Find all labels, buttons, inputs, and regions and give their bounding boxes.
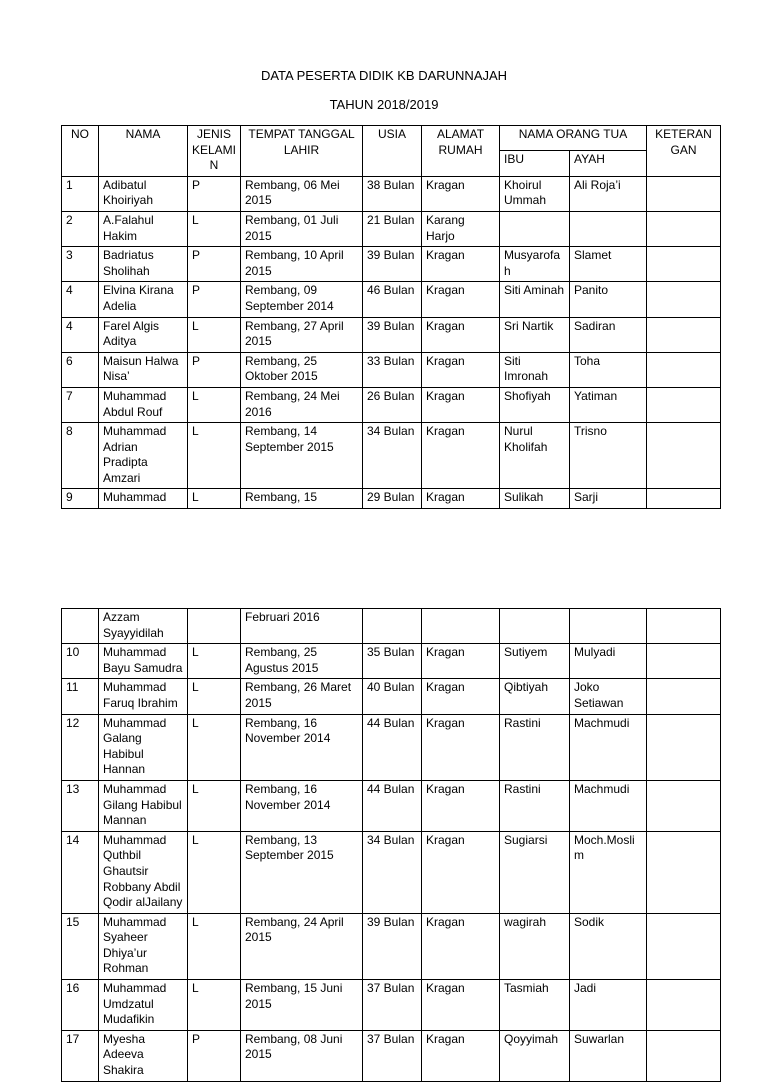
cell-usia: 40 Bulan <box>363 679 422 714</box>
cell-nama: Muhammad Quthbil Ghautsir Robbany Abdil Qodir alJailany <box>99 831 188 913</box>
cell-alamat: Kragan <box>422 644 500 679</box>
cell-alamat: Kragan <box>422 679 500 714</box>
header-tempat-tanggal-lahir: TEMPAT TANGGAL LAHIR <box>241 126 363 177</box>
cell-nama: Myesha Adeeva Shakira <box>99 1030 188 1081</box>
table-row <box>62 644 721 679</box>
cell-ayah: Ali Roja’i <box>570 176 647 211</box>
header-no: NO <box>62 126 99 177</box>
cell-usia: 39 Bulan <box>363 247 422 282</box>
cell-jk <box>188 609 241 644</box>
header-alamat-rumah: ALAMAT RUMAH <box>422 126 500 177</box>
cell-ket <box>647 831 721 913</box>
cell-usia: 21 Bulan <box>363 211 422 246</box>
table-row <box>62 609 721 644</box>
cell-nama: Farel Algis Aditya <box>99 317 188 352</box>
cell-alamat: Kragan <box>422 247 500 282</box>
cell-ket <box>647 247 721 282</box>
cell-jk: L <box>188 913 241 979</box>
cell-nama: Maisun Halwa Nisa’ <box>99 352 188 387</box>
cell-jk: L <box>188 980 241 1031</box>
cell-no: 8 <box>62 423 99 489</box>
cell-usia: 38 Bulan <box>363 176 422 211</box>
cell-ibu: Siti Imronah <box>500 352 570 387</box>
table-row <box>62 980 721 1031</box>
cell-usia: 33 Bulan <box>363 352 422 387</box>
cell-ket <box>647 423 721 489</box>
table-body-page-2 <box>62 609 721 1082</box>
cell-nama: Muhammad Faruq Ibrahim <box>99 679 188 714</box>
cell-alamat: Kragan <box>422 913 500 979</box>
table-row <box>62 489 721 509</box>
header-ibu: IBU <box>500 151 570 176</box>
cell-usia: 37 Bulan <box>363 1030 422 1081</box>
cell-ket <box>647 1030 721 1081</box>
cell-no: 14 <box>62 831 99 913</box>
cell-no: 10 <box>62 644 99 679</box>
cell-alamat: Kragan <box>422 1030 500 1081</box>
cell-no <box>62 609 99 644</box>
table-row <box>62 913 721 979</box>
cell-ket <box>647 317 721 352</box>
cell-ibu: Rastini <box>500 714 570 780</box>
table-row <box>62 1030 721 1081</box>
cell-ket <box>647 913 721 979</box>
header-ayah: AYAH <box>570 151 647 176</box>
cell-no: 2 <box>62 211 99 246</box>
header-usia: USIA <box>363 126 422 177</box>
cell-usia: 29 Bulan <box>363 489 422 509</box>
cell-no: 17 <box>62 1030 99 1081</box>
cell-ibu: Sugiarsi <box>500 831 570 913</box>
cell-ayah: Sodik <box>570 913 647 979</box>
cell-jk: L <box>188 387 241 422</box>
cell-alamat: Kragan <box>422 423 500 489</box>
cell-usia: 35 Bulan <box>363 644 422 679</box>
cell-ayah: Trisno <box>570 423 647 489</box>
cell-ayah <box>570 211 647 246</box>
cell-ket <box>647 176 721 211</box>
cell-ayah: Machmudi <box>570 780 647 831</box>
cell-alamat: Kragan <box>422 980 500 1031</box>
cell-jk: L <box>188 714 241 780</box>
cell-nama: Elvina Kirana Adelia <box>99 282 188 317</box>
cell-no: 4 <box>62 282 99 317</box>
cell-no: 6 <box>62 352 99 387</box>
cell-jk: P <box>188 247 241 282</box>
cell-nama: Muhammad Adrian Pradipta Amzari <box>99 423 188 489</box>
cell-alamat: Kragan <box>422 352 500 387</box>
cell-ttl: Rembang, 13 September 2015 <box>241 831 363 913</box>
cell-ket <box>647 282 721 317</box>
cell-ayah <box>570 609 647 644</box>
cell-ket <box>647 714 721 780</box>
cell-alamat: Kragan <box>422 176 500 211</box>
cell-jk: L <box>188 679 241 714</box>
cell-ttl: Rembang, 24 Mei 2016 <box>241 387 363 422</box>
cell-no: 7 <box>62 387 99 422</box>
cell-ibu: Rastini <box>500 780 570 831</box>
cell-jk: L <box>188 317 241 352</box>
cell-ibu: Nurul Kholifah <box>500 423 570 489</box>
table-row <box>62 282 721 317</box>
cell-ket <box>647 679 721 714</box>
cell-ibu: Sri Nartik <box>500 317 570 352</box>
table-row <box>62 247 721 282</box>
cell-ttl: Rembang, 25 Agustus 2015 <box>241 644 363 679</box>
cell-ayah: Slamet <box>570 247 647 282</box>
header-nama-orang-tua: NAMA ORANG TUA <box>500 126 647 151</box>
cell-ttl: Rembang, 27 April 2015 <box>241 317 363 352</box>
cell-no: 13 <box>62 780 99 831</box>
cell-nama: A.Falahul Hakim <box>99 211 188 246</box>
cell-ket <box>647 609 721 644</box>
cell-alamat: Kragan <box>422 831 500 913</box>
document-year: TAHUN 2018/2019 <box>329 97 439 112</box>
cell-ayah: Moch.Moslim <box>570 831 647 913</box>
cell-ayah: Suwarlan <box>570 1030 647 1081</box>
table-row <box>62 831 721 913</box>
cell-usia: 39 Bulan <box>363 913 422 979</box>
cell-ttl: Rembang, 16 November 2014 <box>241 780 363 831</box>
table-body-page-1 <box>62 176 721 508</box>
cell-jk: L <box>188 831 241 913</box>
cell-nama: Muhammad <box>99 489 188 509</box>
cell-nama: Muhammad Umdzatul Mudafikin <box>99 980 188 1031</box>
cell-ttl: Rembang, 06 Mei 2015 <box>241 176 363 211</box>
document-title: DATA PESERTA DIDIK KB DARUNNAJAH <box>260 68 508 83</box>
cell-usia: 46 Bulan <box>363 282 422 317</box>
cell-ayah: Yatiman <box>570 387 647 422</box>
cell-jk: L <box>188 423 241 489</box>
cell-ttl: Rembang, 15 <box>241 489 363 509</box>
cell-jk: L <box>188 489 241 509</box>
cell-alamat: Kragan <box>422 282 500 317</box>
cell-ket <box>647 211 721 246</box>
cell-ttl: Rembang, 14 September 2015 <box>241 423 363 489</box>
cell-ket <box>647 352 721 387</box>
cell-ayah: Sadiran <box>570 317 647 352</box>
cell-ayah: Panito <box>570 282 647 317</box>
cell-ayah: Sarji <box>570 489 647 509</box>
cell-ttl: Rembang, 15 Juni 2015 <box>241 980 363 1031</box>
cell-alamat: Kragan <box>422 780 500 831</box>
cell-ket <box>647 644 721 679</box>
cell-ket <box>647 980 721 1031</box>
table-row <box>62 423 721 489</box>
table-row <box>62 679 721 714</box>
cell-ttl: Februari 2016 <box>241 609 363 644</box>
cell-ibu: Tasmiah <box>500 980 570 1031</box>
cell-no: 4 <box>62 317 99 352</box>
cell-no: 9 <box>62 489 99 509</box>
cell-ket <box>647 489 721 509</box>
cell-ket <box>647 387 721 422</box>
cell-jk: L <box>188 780 241 831</box>
cell-ibu: Qoyyimah <box>500 1030 570 1081</box>
table-row <box>62 211 721 246</box>
cell-usia: 26 Bulan <box>363 387 422 422</box>
cell-ayah: Joko Setiawan <box>570 679 647 714</box>
cell-ttl: Rembang, 09 September 2014 <box>241 282 363 317</box>
cell-ibu: Sutiyem <box>500 644 570 679</box>
cell-usia: 34 Bulan <box>363 831 422 913</box>
cell-ibu: Siti Aminah <box>500 282 570 317</box>
cell-alamat <box>422 609 500 644</box>
cell-jk: L <box>188 211 241 246</box>
cell-ibu: Musyarofah <box>500 247 570 282</box>
cell-ibu <box>500 211 570 246</box>
cell-ttl: Rembang, 25 Oktober 2015 <box>241 352 363 387</box>
cell-jk: L <box>188 644 241 679</box>
cell-ibu: Khoirul Ummah <box>500 176 570 211</box>
cell-jk: P <box>188 282 241 317</box>
cell-jk: P <box>188 1030 241 1081</box>
header-nama: NAMA <box>99 126 188 177</box>
cell-ttl: Rembang, 24 April 2015 <box>241 913 363 979</box>
table-row <box>62 714 721 780</box>
cell-no: 15 <box>62 913 99 979</box>
students-table-page-1 <box>61 125 721 509</box>
cell-usia: 39 Bulan <box>363 317 422 352</box>
header-jenis-kelamin: JENIS KELAMIN <box>188 126 241 177</box>
cell-ket <box>647 780 721 831</box>
cell-ibu: Sulikah <box>500 489 570 509</box>
cell-nama: Muhammad Galang Habibul Hannan <box>99 714 188 780</box>
cell-alamat: Karang Harjo <box>422 211 500 246</box>
cell-nama: Muhammad Abdul Rouf <box>99 387 188 422</box>
cell-no: 3 <box>62 247 99 282</box>
table-row <box>62 317 721 352</box>
table-row <box>62 387 721 422</box>
cell-no: 12 <box>62 714 99 780</box>
cell-no: 11 <box>62 679 99 714</box>
cell-usia <box>363 609 422 644</box>
cell-usia: 44 Bulan <box>363 714 422 780</box>
cell-ayah: Jadi <box>570 980 647 1031</box>
cell-nama: Muhammad Syaheer Dhiya’ur Rohman <box>99 913 188 979</box>
cell-nama: Azzam Syayyidilah <box>99 609 188 644</box>
cell-ayah: Toha <box>570 352 647 387</box>
cell-ttl: Rembang, 08 Juni 2015 <box>241 1030 363 1081</box>
students-table-page-2 <box>61 608 721 1082</box>
cell-ibu: wagirah <box>500 913 570 979</box>
table-row <box>62 780 721 831</box>
cell-ibu: Qibtiyah <box>500 679 570 714</box>
cell-usia: 34 Bulan <box>363 423 422 489</box>
cell-ayah: Machmudi <box>570 714 647 780</box>
cell-nama: Muhammad Bayu Samudra <box>99 644 188 679</box>
table-row <box>62 352 721 387</box>
cell-ttl: Rembang, 01 Juli 2015 <box>241 211 363 246</box>
cell-ttl: Rembang, 16 November 2014 <box>241 714 363 780</box>
cell-nama: Muhammad Gilang Habibul Mannan <box>99 780 188 831</box>
cell-usia: 37 Bulan <box>363 980 422 1031</box>
cell-jk: P <box>188 352 241 387</box>
cell-jk: P <box>188 176 241 211</box>
cell-alamat: Kragan <box>422 317 500 352</box>
cell-alamat: Kragan <box>422 714 500 780</box>
table-row <box>62 176 721 211</box>
header-keterangan: KETERANGAN <box>647 126 721 177</box>
cell-ibu: Shofiyah <box>500 387 570 422</box>
cell-no: 1 <box>62 176 99 211</box>
cell-nama: Adibatul Khoiriyah <box>99 176 188 211</box>
cell-ttl: Rembang, 10 April 2015 <box>241 247 363 282</box>
cell-alamat: Kragan <box>422 489 500 509</box>
cell-ibu <box>500 609 570 644</box>
cell-no: 16 <box>62 980 99 1031</box>
cell-alamat: Kragan <box>422 387 500 422</box>
cell-usia: 44 Bulan <box>363 780 422 831</box>
cell-ayah: Mulyadi <box>570 644 647 679</box>
cell-ttl: Rembang, 26 Maret 2015 <box>241 679 363 714</box>
cell-nama: Badriatus Sholihah <box>99 247 188 282</box>
